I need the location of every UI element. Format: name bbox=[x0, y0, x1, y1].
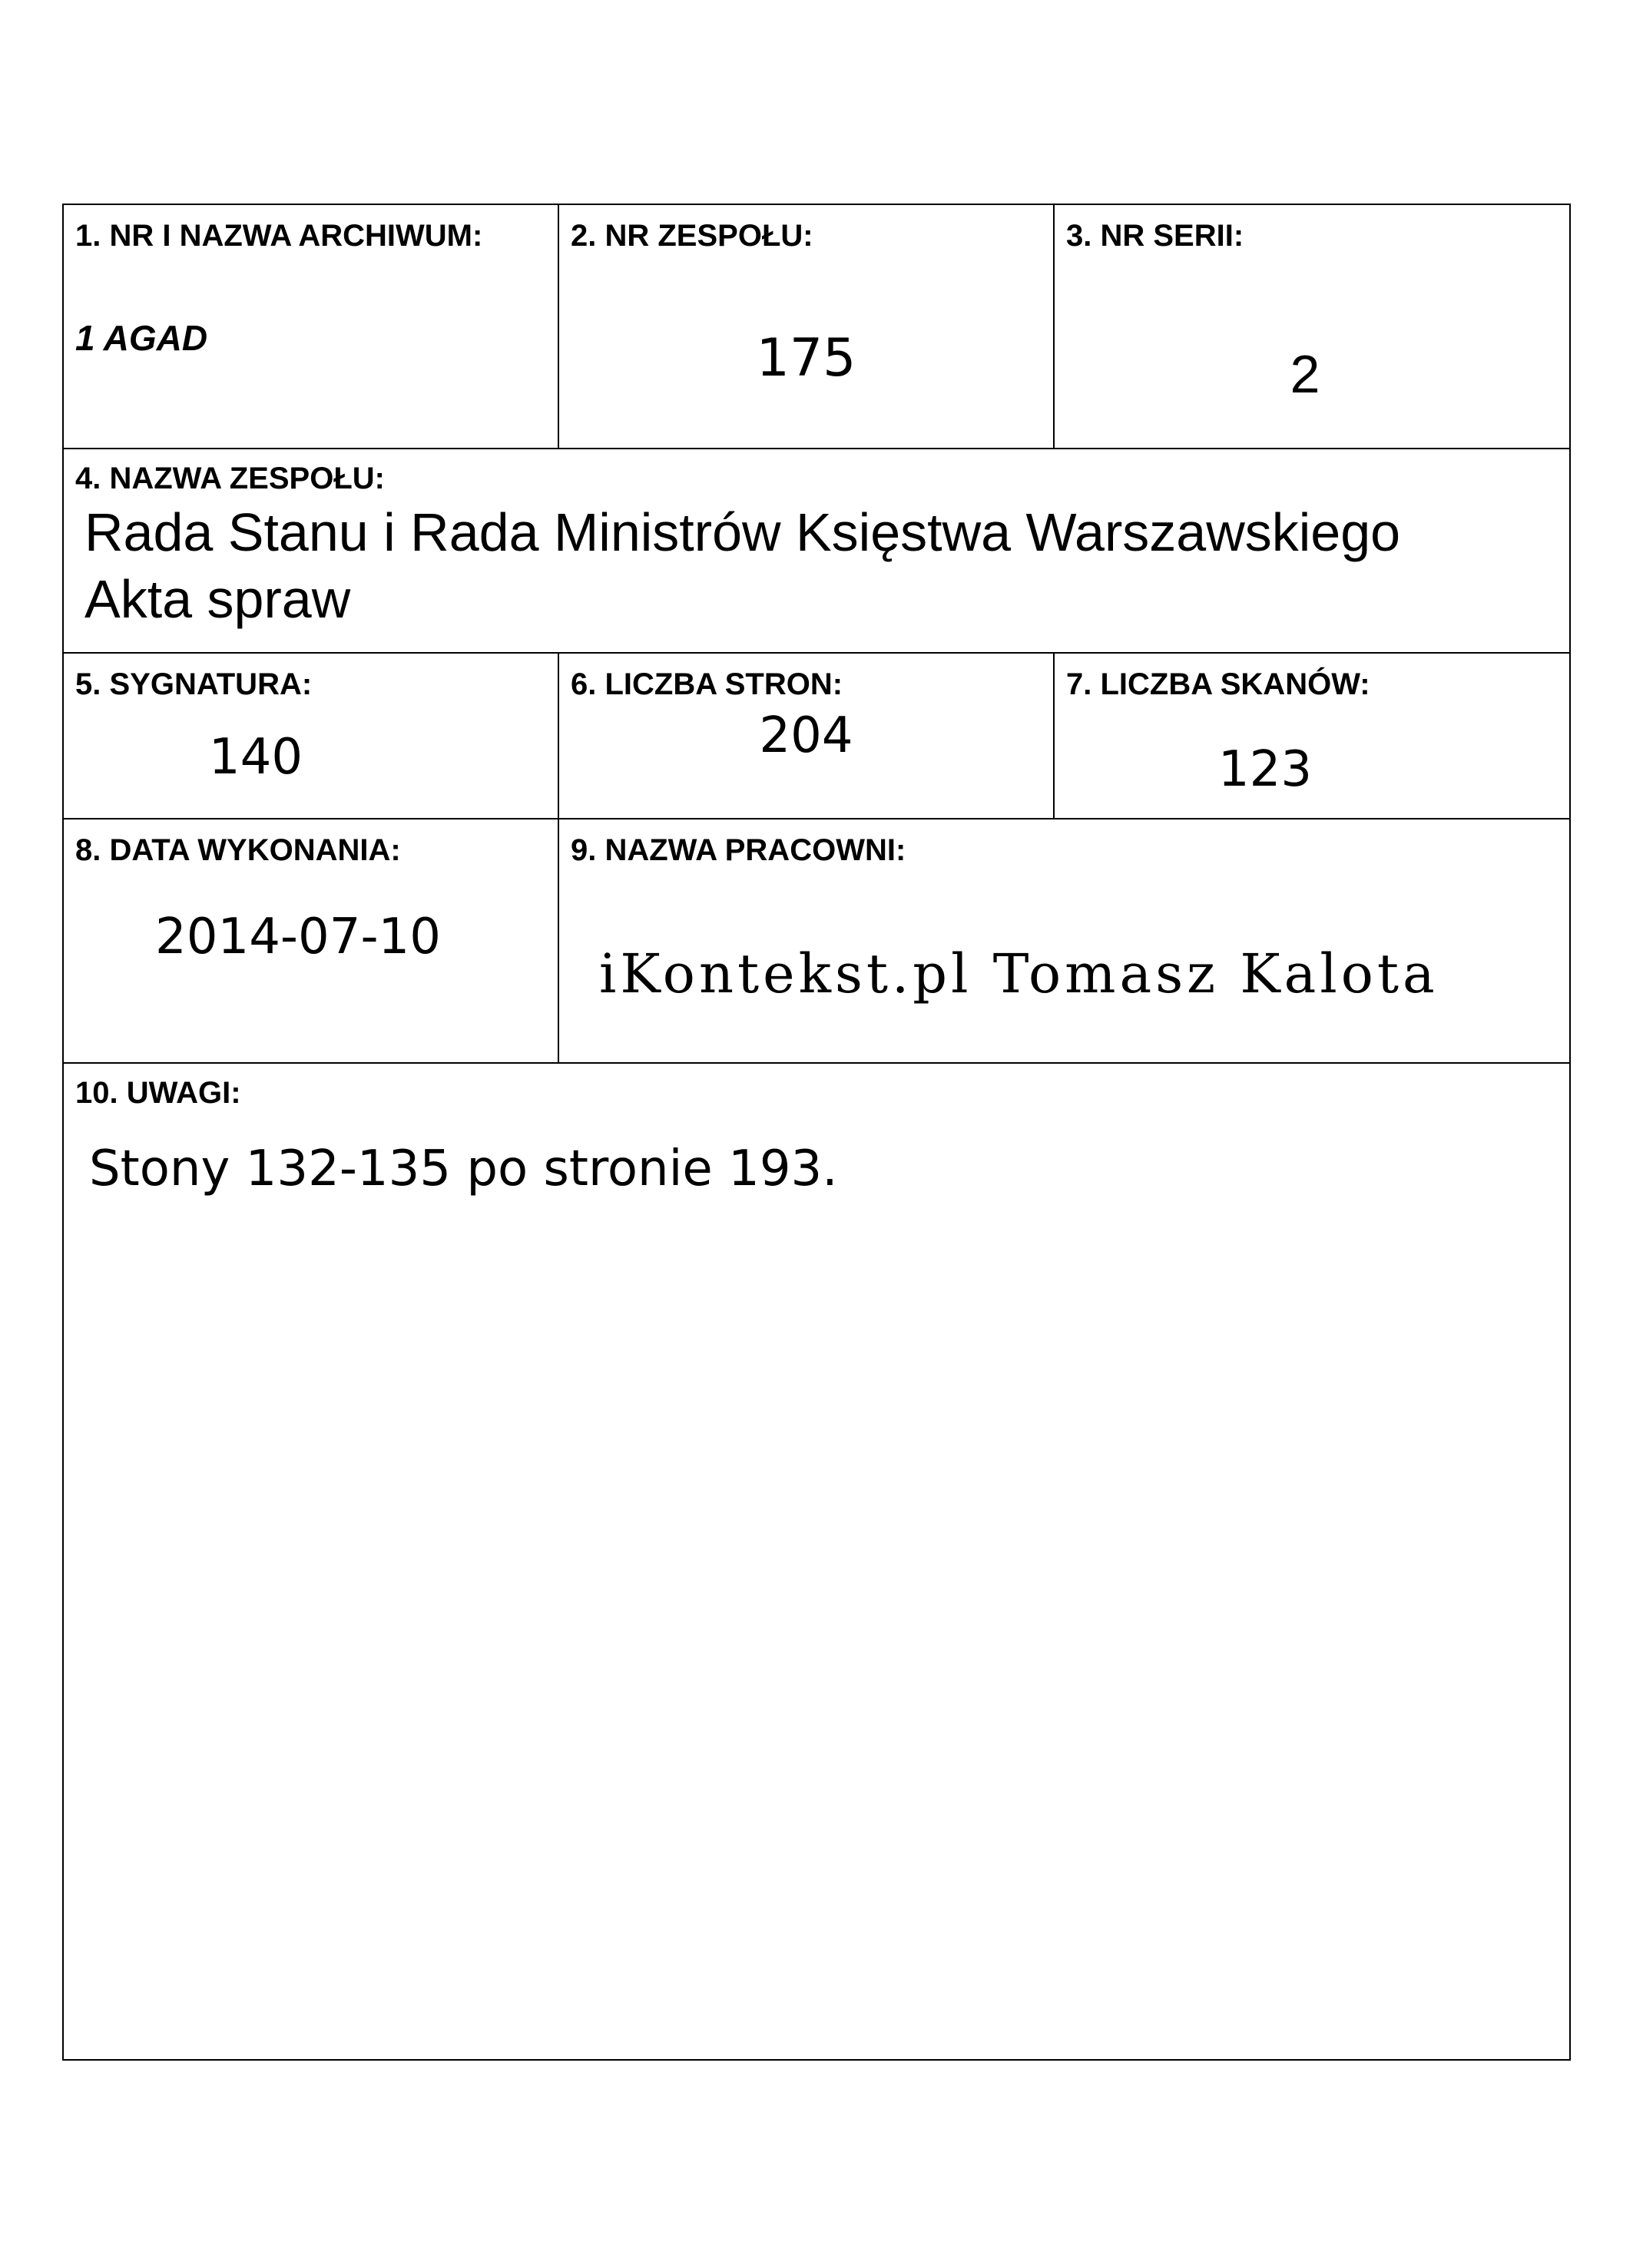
field-value-date: 2014-07-10 bbox=[155, 909, 441, 965]
cell-signature bbox=[64, 654, 558, 818]
field-value-fonds-number: 175 bbox=[756, 328, 856, 389]
cell-archive bbox=[64, 205, 558, 448]
cell-page-count bbox=[559, 654, 1053, 818]
field-value-series-number: 2 bbox=[1290, 344, 1320, 404]
cell-studio bbox=[559, 819, 1571, 1062]
cell-series-number bbox=[1055, 205, 1571, 448]
field-label-signature: 5. SYGNATURA: bbox=[75, 667, 313, 701]
field-label-notes: 10. UWAGI: bbox=[75, 1076, 241, 1110]
field-value-scan-count: 123 bbox=[1217, 741, 1313, 798]
cell-fonds-name bbox=[64, 449, 1571, 652]
metadata-card bbox=[62, 204, 1571, 2061]
field-value-notes: Stony 132-135 po stronie 193. bbox=[89, 1141, 838, 1197]
field-value-fonds-name-line2: Akta spraw bbox=[84, 569, 351, 629]
field-label-archive: 1. NR I NAZWA ARCHIWUM: bbox=[75, 219, 483, 253]
field-label-studio: 9. NAZWA PRACOWNI: bbox=[571, 833, 906, 867]
cell-date bbox=[64, 819, 558, 1062]
field-value-page-count: 204 bbox=[759, 707, 853, 764]
field-label-scan-count: 7. LICZBA SKANÓW: bbox=[1066, 667, 1370, 701]
field-value-fonds-name-line1: Rada Stanu i Rada Ministrów Księstwa Warszawskiego bbox=[84, 502, 1401, 562]
field-label-date: 8. DATA WYKONANIA: bbox=[75, 833, 401, 867]
field-label-page-count: 6. LICZBA STRON: bbox=[571, 667, 843, 701]
cell-scan-count bbox=[1055, 654, 1571, 818]
field-value-archive: 1 AGAD bbox=[75, 318, 208, 358]
cell-notes bbox=[64, 1064, 1571, 2061]
field-label-fonds-number: 2. NR ZESPOŁU: bbox=[571, 219, 813, 253]
cell-fonds-number bbox=[559, 205, 1053, 448]
field-value-studio: iKontekst.pl Tomasz Kalota bbox=[599, 942, 1439, 1005]
field-label-series-number: 3. NR SERII: bbox=[1066, 219, 1244, 253]
field-value-signature: 140 bbox=[208, 729, 303, 786]
field-label-fonds-name: 4. NAZWA ZESPOŁU: bbox=[75, 462, 385, 495]
